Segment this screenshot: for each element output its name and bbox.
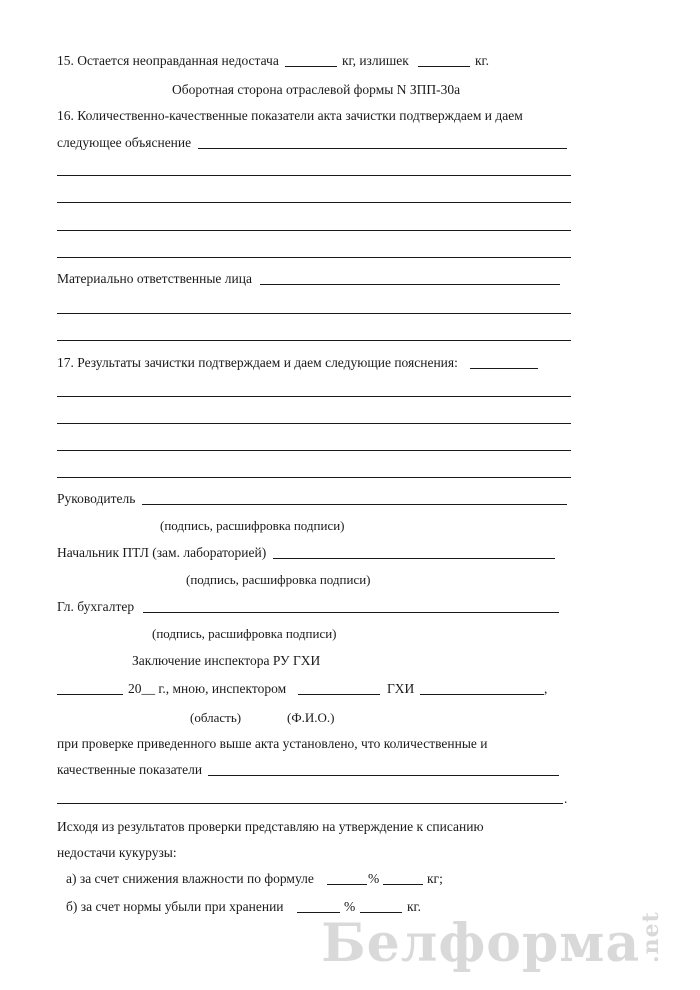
- item-17-field-3[interactable]: [57, 423, 571, 424]
- head-label: Руководитель: [57, 491, 136, 506]
- item-16-line-1: 16. Количественно-качественные показатели акта зачистки подтверждаем и даем: [57, 108, 523, 123]
- material-persons-field-2[interactable]: [57, 313, 571, 314]
- lab-chief-signature-hint: (подпись, расшифровка подписи): [186, 572, 371, 587]
- writeoff-line-2: недостачи кукурузы:: [57, 845, 177, 860]
- explanation-field-line-5[interactable]: [57, 257, 571, 258]
- indicators-field-1[interactable]: [208, 775, 559, 776]
- writeoff-moisture-label: а) за счет снижения влажности по формуле: [66, 871, 314, 886]
- name-hint: (Ф.И.О.): [287, 710, 335, 725]
- item-17-label: 17. Результаты зачистки подтверждаем и даем следующие пояснения:: [57, 355, 458, 370]
- inspector-year-text: 20__ г., мною, инспектором: [128, 681, 287, 696]
- explanation-field-line-1[interactable]: [198, 148, 567, 149]
- indicators-field-2[interactable]: [57, 803, 563, 804]
- check-result-line-2: качественные показатели: [57, 762, 203, 777]
- item-15-kg-unit: кг.: [475, 53, 489, 68]
- belforma-watermark: Белформа.net: [321, 911, 665, 974]
- item-17-field-1[interactable]: [470, 368, 538, 369]
- item-17-field-5[interactable]: [57, 477, 571, 478]
- item-17-field-2[interactable]: [57, 396, 571, 397]
- writeoff-line-1: Исходя из результатов проверки представляю на утверждение к списанию: [57, 819, 484, 834]
- accountant-signature-hint: (подпись, расшифровка подписи): [152, 626, 337, 641]
- explanation-field-line-4[interactable]: [57, 230, 571, 231]
- head-signature-hint: (подпись, расшифровка подписи): [160, 518, 345, 533]
- indicators-period: .: [564, 791, 568, 806]
- inspector-comma: ,: [544, 681, 548, 696]
- shortage-kg-field[interactable]: [285, 66, 337, 67]
- moisture-percent-field[interactable]: [327, 884, 367, 885]
- moisture-kg-field[interactable]: [383, 884, 423, 885]
- item-15-surplus-label: кг, излишек: [342, 53, 409, 68]
- inspector-conclusion-heading: Заключение инспектора РУ ГХИ: [132, 653, 321, 668]
- date-field[interactable]: [57, 694, 123, 695]
- inspector-name-field[interactable]: [420, 694, 544, 695]
- region-field[interactable]: [298, 694, 380, 695]
- lab-chief-label: Начальник ПТЛ (зам. лабораторией): [57, 545, 267, 560]
- loss-kg-unit: кг.: [407, 899, 421, 914]
- material-persons-label: Материально ответственные лица: [57, 271, 252, 286]
- item-15-label: 15. Остается неоправданная недостача: [57, 53, 279, 68]
- material-persons-field-1[interactable]: [260, 284, 560, 285]
- loss-percent-sign: %: [344, 899, 356, 914]
- surplus-kg-field[interactable]: [418, 66, 470, 67]
- writeoff-loss-label: б) за счет нормы убыли при хранении: [66, 899, 284, 914]
- accountant-label: Гл. бухгалтер: [57, 599, 135, 614]
- accountant-signature-field[interactable]: [143, 612, 559, 613]
- material-persons-field-3[interactable]: [57, 340, 571, 341]
- region-hint: (область): [190, 710, 242, 725]
- inspector-org-label: ГХИ: [387, 681, 415, 696]
- check-result-line-1: при проверке приведенного выше акта установлено, что количественные и: [57, 736, 488, 751]
- explanation-field-line-2[interactable]: [57, 175, 571, 176]
- explanation-field-line-3[interactable]: [57, 202, 571, 203]
- item-17-field-4[interactable]: [57, 450, 571, 451]
- lab-chief-signature-field[interactable]: [273, 558, 555, 559]
- head-signature-field[interactable]: [142, 504, 567, 505]
- moisture-percent-sign: %: [368, 871, 380, 886]
- item-16-line-2: следующее объяснение: [57, 135, 192, 150]
- reverse-side-heading: Оборотная сторона отраслевой формы N ЗПП-30а: [172, 82, 461, 97]
- moisture-kg-unit: кг;: [427, 871, 443, 886]
